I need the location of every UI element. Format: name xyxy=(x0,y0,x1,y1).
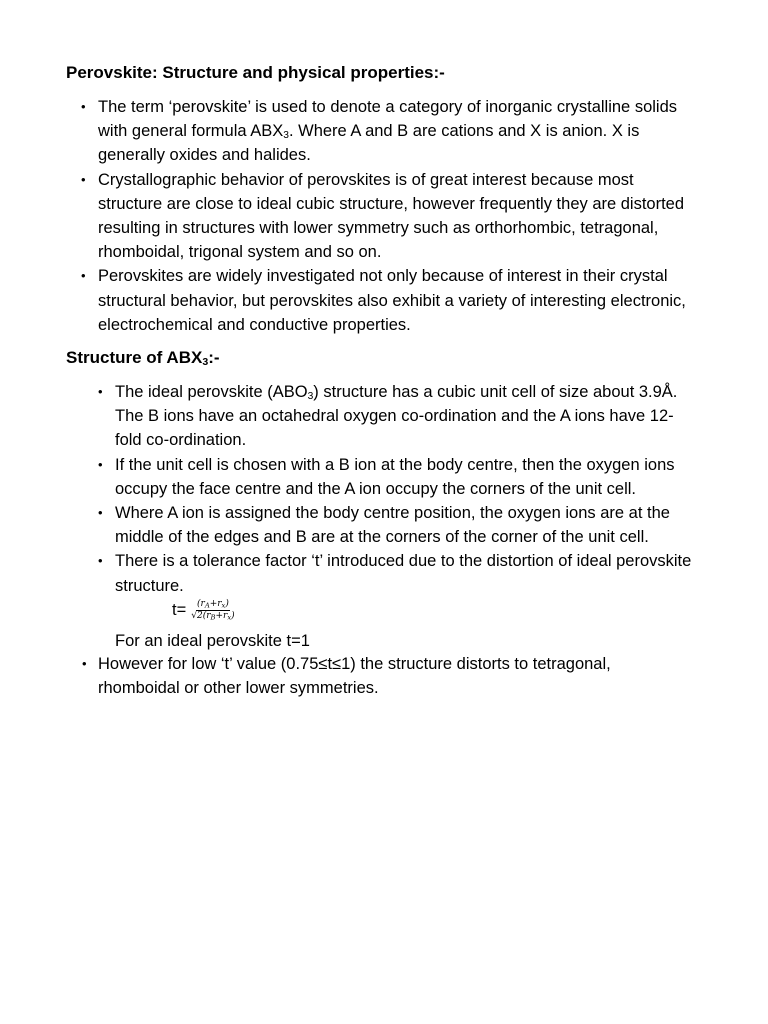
formula-text: (r xyxy=(197,599,205,609)
subscript: 3 xyxy=(307,391,314,403)
section-heading-perovskite: Perovskite: Structure and physical properties:- xyxy=(66,63,445,82)
formula-fraction xyxy=(190,599,235,622)
bullet-icon: • xyxy=(81,171,86,187)
heading-text: Structure of ABX xyxy=(66,348,203,367)
bullet-icon: • xyxy=(82,656,87,671)
bullet-icon: • xyxy=(98,505,103,521)
list-item xyxy=(98,549,695,597)
formula-text: √2(r xyxy=(191,611,211,621)
bullet-icon: • xyxy=(81,268,86,284)
list-item xyxy=(81,95,698,168)
tolerance-factor-formula xyxy=(172,599,236,622)
bullet-icon: • xyxy=(98,384,103,399)
subscript: x xyxy=(221,601,226,610)
list-item-text: . Where A and B are cations and X is anion. X is generally oxides and halides. xyxy=(98,122,640,165)
section-heading-structure xyxy=(66,348,220,368)
subscript: 3 xyxy=(202,356,209,369)
bullet-icon: • xyxy=(98,456,103,472)
list-item-text: If the unit cell is chosen with a B ion at the body centre, then the oxygen ions occupy the face centre and the A ion occupy the corners of the unit cell. xyxy=(115,455,675,498)
bullet-icon: • xyxy=(98,553,103,569)
list-item xyxy=(98,501,695,549)
list-item xyxy=(81,168,698,265)
properties-list xyxy=(81,95,698,337)
list-item xyxy=(82,652,658,700)
list-item xyxy=(98,380,695,453)
subscript: A xyxy=(204,601,210,610)
list-item-text: However for low ‘t’ value (0.75≤t≤1) the structure distorts to tetragonal, rhomboidal or other lower symmetries. xyxy=(98,655,611,698)
subscript: x xyxy=(227,613,232,622)
heading-text: :- xyxy=(208,348,220,367)
list-item-text: Perovskites are widely investigated not only because of interest in their crystal structural behavior, but perovskites also exhibit a variety of interesting electronic, electrochemical and conductive properties. xyxy=(98,267,686,334)
subscript: B xyxy=(210,613,216,622)
formula-lhs: t= xyxy=(172,601,187,619)
formula-text: ) xyxy=(225,599,229,609)
subscript: 3 xyxy=(283,130,289,142)
list-item xyxy=(98,453,695,501)
bullet-icon: • xyxy=(81,99,86,114)
formula-denominator xyxy=(190,611,235,622)
formula-numerator xyxy=(196,599,230,611)
list-item-text: ) structure has a cubic unit cell of size about 3.9Å. The B ions have an octahedral oxygen co-ordination and the A ions have 12-fold co-ordination. xyxy=(115,383,678,450)
structure-list xyxy=(98,380,695,598)
list-item xyxy=(81,264,698,337)
formula-text: +r xyxy=(215,611,228,621)
list-item-text: There is a tolerance factor ‘t’ introduced due to the distortion of ideal perovskite structure. xyxy=(115,552,692,595)
formula-text: ) xyxy=(231,611,235,621)
formula-text: +r xyxy=(209,599,222,609)
list-item-text: Where A ion is assigned the body centre position, the oxygen ions are at the middle of the edges and B are at the corners of the corner of the unit cell. xyxy=(115,504,670,547)
ideal-perovskite-note: For an ideal perovskite t=1 xyxy=(115,632,310,650)
list-item-text: The term ‘perovskite’ is used to denote a category of inorganic crystalline solids with general formula ABX xyxy=(98,98,678,141)
list-item-text: The ideal perovskite (ABO xyxy=(115,383,308,401)
list-item-text: Crystallographic behavior of perovskites is of great interest because most structure are close to ideal cubic structure, however frequently they are distorted resulting in structures with lower symmetry such as orthorhombic, tetragonal, rhomboidal, trigonal system and so on. xyxy=(98,170,685,262)
